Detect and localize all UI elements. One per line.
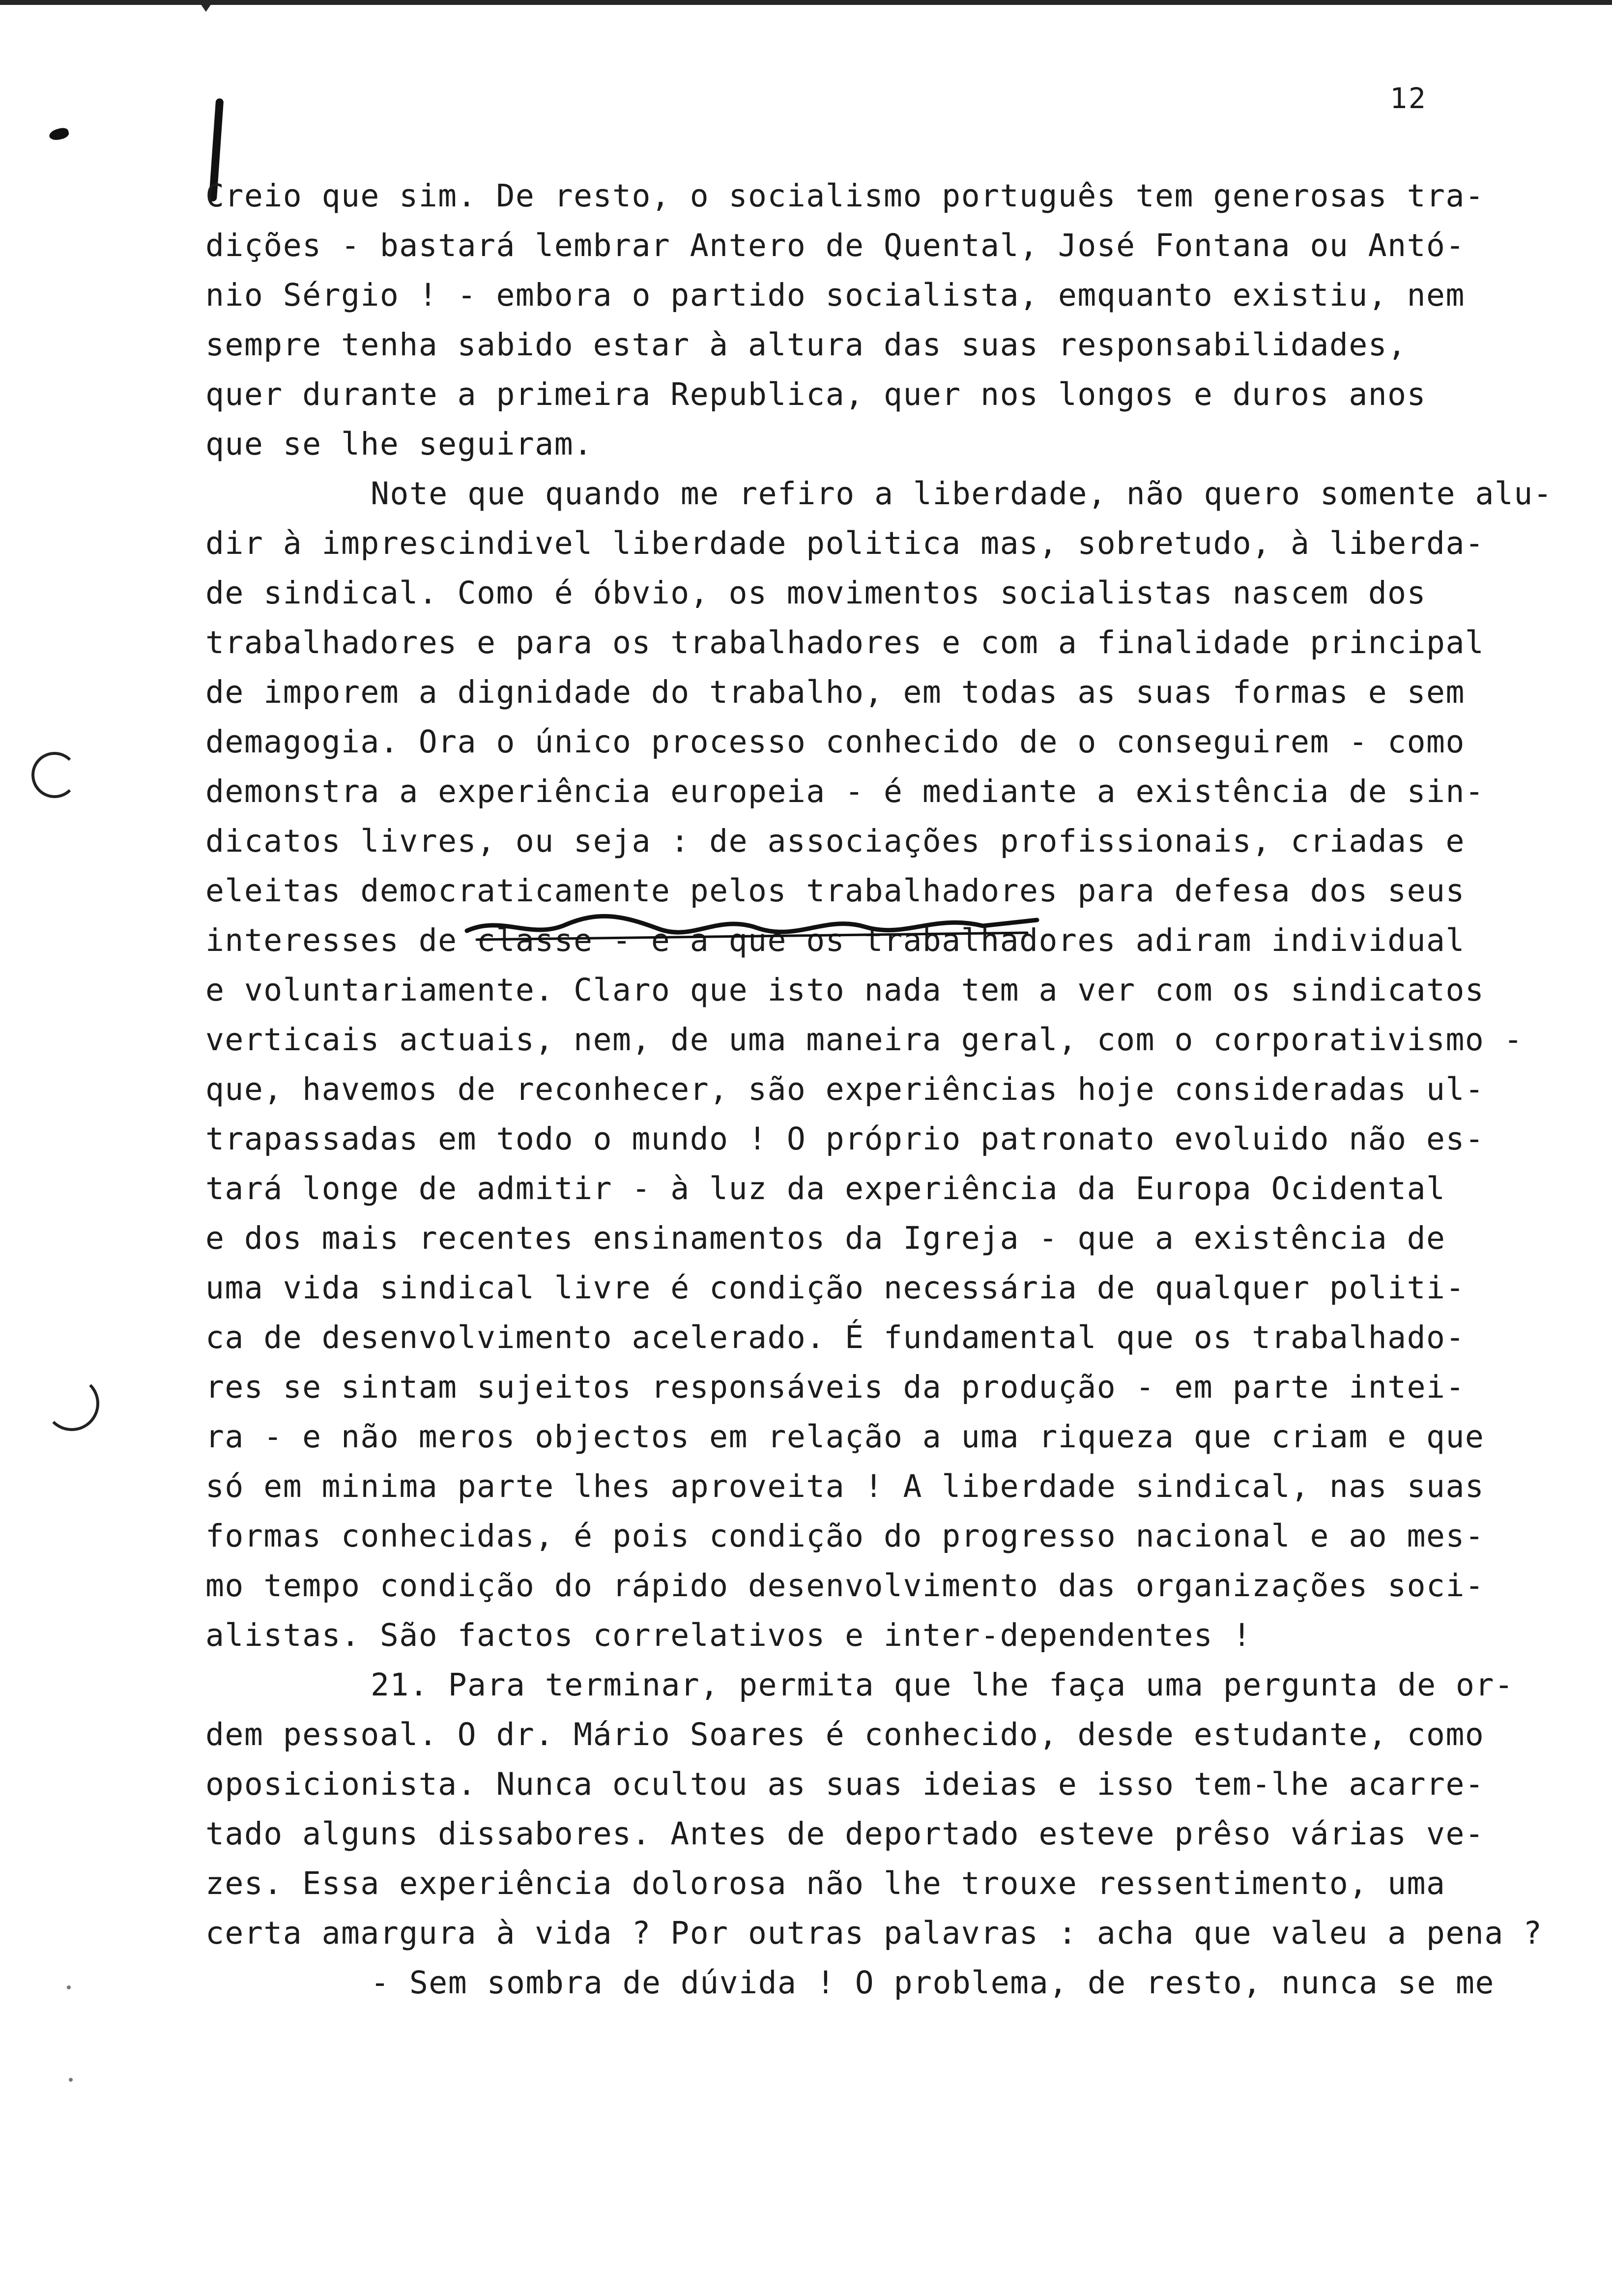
text-line: interesses de classe - e a que os trabalhadores adiram individual bbox=[205, 922, 1465, 958]
text-line: 21. Para terminar, permita que lhe faça uma pergunta de or- bbox=[371, 1667, 1514, 1703]
text-line: verticais actuais, nem, de uma maneira geral, com o corporativismo - bbox=[205, 1022, 1524, 1058]
text-line: nio Sérgio ! - embora o partido socialista, emquanto existiu, nem bbox=[205, 277, 1465, 313]
paper-speck bbox=[67, 1985, 71, 1989]
text-line: oposicionista. Nunca ocultou as suas ideias e isso tem-lhe acarre- bbox=[205, 1766, 1485, 1802]
text-line: que, havemos de reconhecer, são experiências hoje consideradas ul- bbox=[205, 1071, 1485, 1107]
text-line: só em minima parte lhes aproveita ! A liberdade sindical, nas suas bbox=[205, 1468, 1485, 1504]
text-line: trapassadas em todo o mundo ! O próprio patronato evoluido não es- bbox=[205, 1121, 1485, 1157]
text-line: - Sem sombra de dúvida ! O problema, de resto, nunca se me bbox=[371, 1965, 1495, 2001]
text-line: dem pessoal. O dr. Mário Soares é conhecido, desde estudante, como bbox=[205, 1717, 1485, 1752]
text-line: ra - e não meros objectos em relação a uma riqueza que criam e que bbox=[205, 1419, 1485, 1455]
text-line: ca de desenvolvimento acelerado. É fundamental que os trabalhado- bbox=[205, 1320, 1465, 1355]
text-line: eleitas democraticamente pelos trabalhadores para defesa dos seus bbox=[205, 873, 1465, 909]
text-line: tado alguns dissabores. Antes de deportado esteve prêso várias ve- bbox=[205, 1816, 1485, 1852]
text-line: formas conhecidas, é pois condição do progresso nacional e ao mes- bbox=[205, 1518, 1485, 1554]
text-line: uma vida sindical livre é condição necessária de qualquer politi- bbox=[205, 1270, 1465, 1306]
paper-speck bbox=[69, 2078, 73, 2082]
punch-hole-mark bbox=[31, 752, 78, 798]
text-line: dicatos livres, ou seja : de associações profissionais, criadas e bbox=[205, 823, 1465, 859]
handwritten-annotation-scribble bbox=[462, 905, 1042, 945]
text-line: zes. Essa experiência dolorosa não lhe trouxe ressentimento, uma bbox=[205, 1866, 1446, 1901]
typewritten-text bbox=[205, 171, 1582, 2008]
text-line: certa amargura à vida ? Por outras palavras : acha que valeu a pena ? bbox=[205, 1915, 1543, 1951]
text-line: alistas. São factos correlativos e inter-dependentes ! bbox=[205, 1617, 1252, 1653]
page-number: 12 bbox=[1390, 82, 1427, 115]
punch-hole-mark bbox=[44, 1376, 99, 1431]
text-line: res se sintam sujeitos responsáveis da produção - em parte intei- bbox=[205, 1369, 1465, 1405]
page-top-edge bbox=[0, 0, 1612, 5]
text-line: Note que quando me refiro a liberdade, não quero somente alu- bbox=[371, 476, 1553, 512]
text-line: e voluntariamente. Claro que isto nada tem a ver com os sindicatos bbox=[205, 972, 1485, 1008]
text-line: de sindical. Como é óbvio, os movimentos socialistas nascem dos bbox=[205, 575, 1427, 611]
text-line: tará longe de admitir - à luz da experiência da Europa Ocidental bbox=[205, 1171, 1446, 1206]
text-line: trabalhadores e para os trabalhadores e com a finalidade principal bbox=[205, 625, 1485, 660]
margin-ink-mark bbox=[48, 126, 70, 142]
top-edge-tick bbox=[201, 4, 211, 12]
text-line: mo tempo condição do rápido desenvolvimento das organizações soci- bbox=[205, 1568, 1485, 1604]
text-line: dições - bastará lembrar Antero de Quental, José Fontana ou Antó- bbox=[205, 228, 1465, 263]
text-line: de imporem a dignidade do trabalho, em todas as suas formas e sem bbox=[205, 674, 1465, 710]
text-line: demonstra a experiência europeia - é mediante a existência de sin- bbox=[205, 774, 1485, 809]
text-line: que se lhe seguiram. bbox=[205, 426, 593, 462]
text-line: dir à imprescindivel liberdade politica mas, sobretudo, à liberda- bbox=[205, 525, 1485, 561]
text-line: Creio que sim. De resto, o socialismo português tem generosas tra- bbox=[205, 178, 1485, 214]
text-line: demagogia. Ora o único processo conhecido de o conseguirem - como bbox=[205, 724, 1465, 760]
text-line: quer durante a primeira Republica, quer nos longos e duros anos bbox=[205, 376, 1427, 412]
text-line: e dos mais recentes ensinamentos da Igreja - que a existência de bbox=[205, 1220, 1446, 1256]
text-line: sempre tenha sabido estar à altura das suas responsabilidades, bbox=[205, 327, 1407, 363]
